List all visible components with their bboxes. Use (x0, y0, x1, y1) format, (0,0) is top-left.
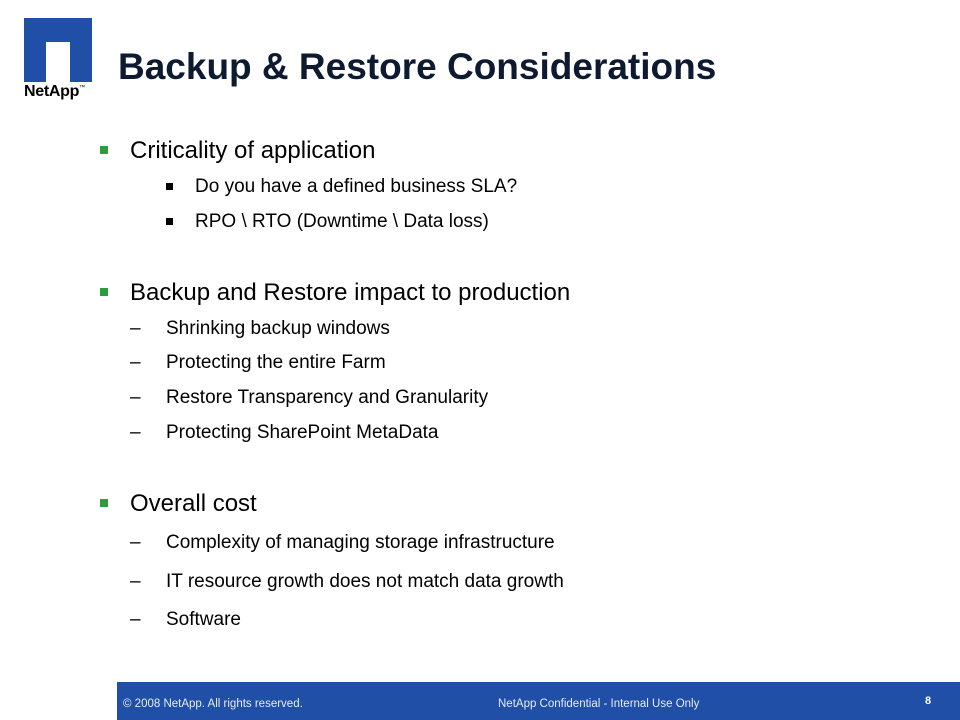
dash-item-text: Shrinking backup windows (166, 318, 390, 339)
dash-item-text: Software (166, 609, 241, 630)
green-square-bullet-icon (100, 288, 108, 296)
dash-item-text: Restore Transparency and Granularity (166, 387, 489, 408)
dash-marker: – (130, 571, 141, 592)
netapp-logo-mark-icon (24, 18, 92, 82)
dash-marker: – (130, 352, 141, 373)
bullet-heading: Criticality of application (130, 137, 376, 164)
dash-marker: – (130, 422, 141, 443)
dash-marker: – (130, 532, 141, 553)
black-square-bullet-icon (166, 183, 173, 190)
sub-bullet-text: RPO \ RTO (Downtime \ Data loss) (195, 211, 489, 232)
dash-marker: – (130, 387, 141, 408)
page-number: 8 (925, 695, 932, 707)
green-square-bullet-icon (100, 499, 108, 507)
dash-marker: – (130, 318, 141, 339)
confidential-notice: NetApp Confidential - Internal Use Only (498, 698, 700, 710)
page-title: Backup & Restore Considerations (118, 46, 717, 87)
trademark-symbol: ™ (79, 85, 85, 91)
dash-item-text: Protecting SharePoint MetaData (166, 422, 439, 443)
dash-marker: – (130, 609, 141, 630)
dash-item-text: Complexity of managing storage infrastructure (166, 532, 555, 553)
bullet-heading: Overall cost (130, 490, 257, 517)
netapp-logo (24, 18, 98, 100)
bullet-heading: Backup and Restore impact to production (130, 279, 571, 306)
dash-item-text: IT resource growth does not match data growth (166, 571, 564, 592)
logo-name: NetApp (24, 83, 80, 100)
sub-bullet-text: Do you have a defined business SLA? (195, 176, 518, 197)
logo-wordmark (24, 83, 85, 101)
green-square-bullet-icon (100, 146, 108, 154)
black-square-bullet-icon (166, 218, 173, 225)
footer-bar (117, 682, 960, 720)
copyright-text: © 2008 NetApp. All rights reserved. (123, 698, 303, 710)
dash-item-text: Protecting the entire Farm (166, 352, 386, 373)
